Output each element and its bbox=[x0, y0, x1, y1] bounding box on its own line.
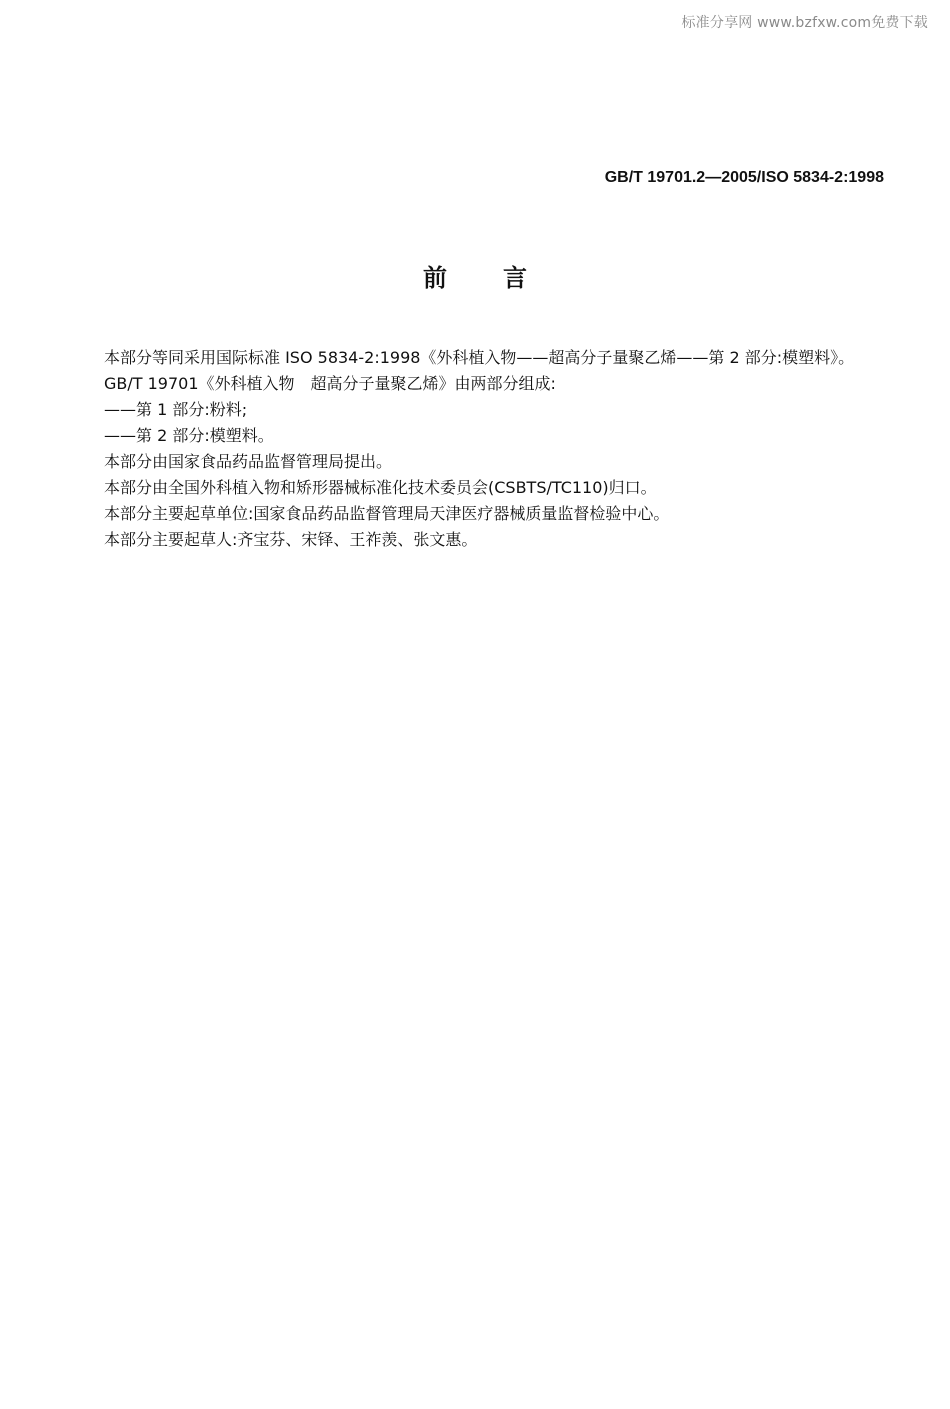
paragraph-drafting-unit: 本部分主要起草单位:国家食品药品监督管理局天津医疗器械质量监督检验中心。 bbox=[104, 504, 670, 523]
paragraph-proposer: 本部分由国家食品药品监督管理局提出。 bbox=[104, 452, 393, 471]
list-item-part-2: ——第 2 部分:模塑料。 bbox=[104, 426, 274, 445]
watermark-text: 标准分享网 www.bzfxw.com免费下载 bbox=[681, 15, 928, 31]
foreword-body bbox=[66, 345, 884, 553]
paragraph-adoption: 本部分等同采用国际标准 ISO 5834-2:1998《外科植入物——超高分子量聚乙烯——第 2 部分:模塑料》。 bbox=[104, 348, 855, 367]
standard-code: GB/T 19701.2—2005/ISO 5834-2:1998 bbox=[604, 169, 884, 186]
page-title: 前言 bbox=[423, 264, 583, 292]
paragraph-committee: 本部分由全国外科植入物和矫形器械标准化技术委员会(CSBTS/TC110)归口。 bbox=[104, 478, 657, 497]
list-item-part-1: ——第 1 部分:粉料; bbox=[104, 400, 248, 419]
paragraph-composition: GB/T 19701《外科植入物 超高分子量聚乙烯》由两部分组成: bbox=[104, 374, 556, 393]
paragraph-drafters: 本部分主要起草人:齐宝芬、宋铎、王祚羡、张文惠。 bbox=[104, 530, 478, 549]
